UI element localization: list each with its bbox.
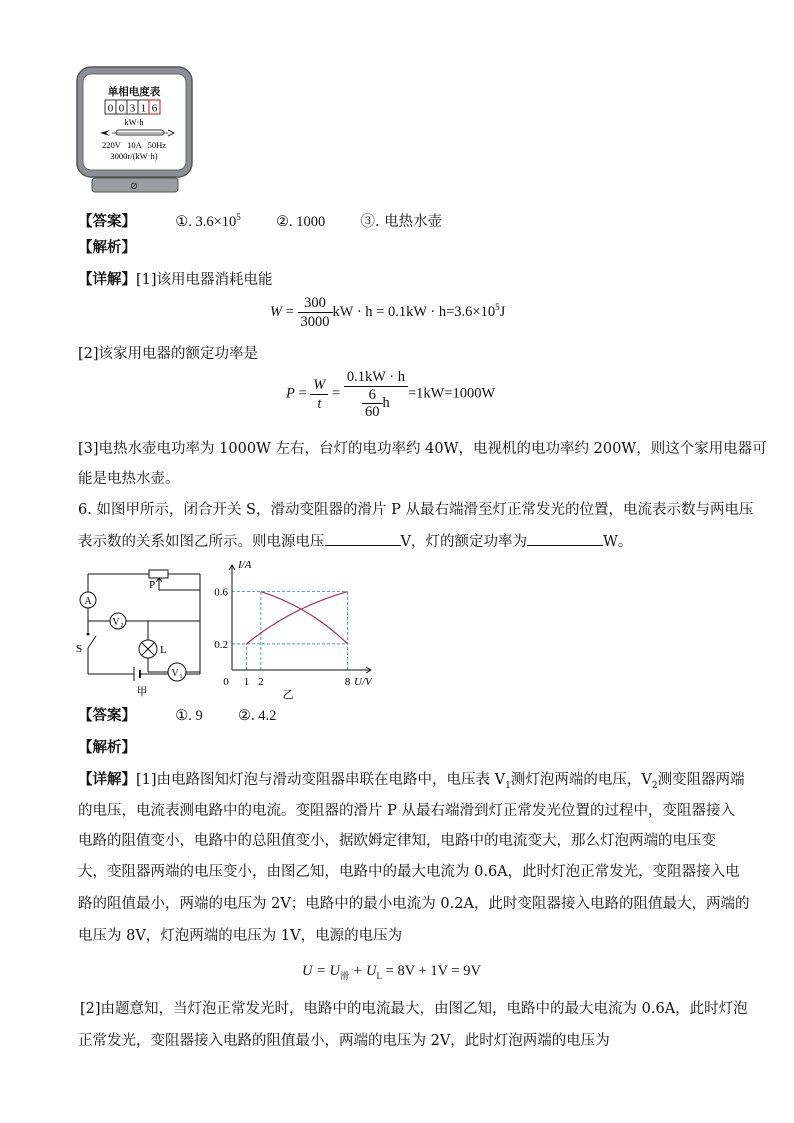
meter-specs: 220V 10A 50Hz [101,140,167,150]
meter-drawing [76,66,194,194]
eq-lhs: W [270,303,283,320]
detail-text: 测变阻器两端 [657,772,745,788]
answer-value: . 电热水壶 [374,213,443,230]
label-A: A [84,596,92,607]
circuit-drawing [74,564,210,700]
meter-digit: 6 [151,102,158,115]
answer-number: ① [175,708,189,724]
answer-value: . 9 [188,708,203,724]
eq-unit: J [499,303,506,320]
stem-text: 表示数的关系如图乙所示。则电源电压 [78,534,325,550]
answer-tag: 【答案】 [78,707,136,724]
answer-number: ① [175,213,189,230]
answer-blank [527,531,603,546]
circuit-wires [88,574,200,674]
eq-numerator: 0.1kW · h [344,368,408,387]
q6-analysis-tag: 【解析】 [78,739,136,756]
equation-power: P = $\frac{W}{t}$ = 0.1kW · h $\frac{6}{60}$ h =1kW=1000W [286,369,496,420]
q5-detail-line1 [78,270,273,290]
eq-inner-unit: h [382,394,390,411]
q6-answer-line [78,706,276,726]
q5-analysis-tag: 【解析】 [78,239,136,256]
subscript: 1 [505,780,511,791]
detail-tag: 【详解】 [78,271,136,288]
label-L: L [160,644,167,656]
answer-number: ③ [360,213,375,230]
series-line [246,592,347,644]
eq-lhs: U = U [302,963,340,979]
answer-number: ② [276,213,289,230]
eq-numerator: 300 [298,294,333,313]
q6-detail-p4: 大，变阻器两端的电压变小，由图乙知，电路中的最大电流为 0.6A，此时灯泡正常发光，变阻器接入电 [78,864,740,880]
eq-fraction [344,368,408,420]
x-axis-label: U/V [354,676,372,688]
eq-lhs: P [286,385,295,402]
label-V1-sub: 1 [179,674,183,680]
equation-voltage [302,961,481,986]
q5-detail-line3a: [3]电热水壶电功率为 1000W 左右，台灯的电功率约 40W，电视机的电功率约 200W，则这个家用电器可 [78,441,767,457]
y-tick-label: 0.6 [214,586,228,599]
eq-denominator-compound [344,387,408,420]
eq-fraction [298,294,333,331]
stem-text: V，灯的额定功率为 [400,534,527,550]
subscript: 滑 [339,970,349,981]
series-line [261,592,348,644]
label-V2-sub: 2 [120,623,124,629]
y-axis-label: I/A [238,559,252,571]
q6-detail-p7: [2]由题意知，当灯泡正常发光时，电路中的电流最大，由图乙知，电路中的最大电流为 0.6A，此时灯泡 [80,1001,748,1017]
switch-contact [87,633,90,636]
detail-tag: 【详解】 [78,771,136,788]
q5-answer-line [78,207,442,232]
chart-caption: 乙 [282,689,294,701]
electricity-meter [76,66,194,194]
chart-series [246,592,347,644]
label-S: S [76,643,83,655]
caption-circuit: 甲 [136,686,148,698]
eq-denominator: t [317,395,322,412]
rheostat-icon [149,570,168,578]
q6-stem-line1: 6. 如图甲所示，闭合开关 S，滑动变阻器的滑片 P 从最右端滑至灯正常发光的位置，电流表示数与两电压 [78,502,754,518]
equation-energy: W = $\frac{300}{3000}$ kW · $h = 0.1kW \cdot h=3.6\times 10^5J$ [270,295,506,330]
label-P: P [149,579,156,591]
meter-title: 单相电度表 [107,86,161,98]
meter-digit: 1 [140,102,147,115]
answer-value: . 4.2 [250,708,277,724]
x-tick-label: 2 [258,676,264,688]
circuit-diagram [74,564,210,700]
eq-rhs: = 8V + 1V = 9V [382,963,481,979]
answer-number: ② [237,708,251,724]
answer-tag: 【答案】 [78,212,136,230]
q6-stem-line2 [78,531,632,552]
label-V2: V [112,617,120,628]
iu-chart [210,556,390,702]
eq-inner-numerator: 6 [362,387,383,404]
eq-mid: + U [349,963,377,979]
eq-inner-denominator: 60 [365,404,380,420]
q6-detail-p6: 电压为 8V，灯泡两端的电压为 1V，电源的电压为 [78,928,403,944]
detail-text: [1]由电路图知灯泡与滑动变阻器串联在电路中，电压表 V [136,772,506,788]
label-V1: V [171,668,179,679]
detail-text: 测灯泡两端的电压，V [510,772,652,788]
answer-value: . 1000 [289,213,326,230]
eq-numerator: W [310,376,328,395]
chart-axes [229,565,371,673]
y-tick-label: 0.2 [214,638,228,651]
answer-value: . 3.6×10 [188,213,237,230]
detail-text: [1]该用电器消耗电能 [136,272,273,288]
meter-unit: kW·h [124,117,144,127]
meter-rate: 3000r/(kW·h) [110,151,158,161]
answer-blank [325,531,401,546]
x-tick-label: 8 [344,676,351,688]
q5-detail-line2: [2]该家用电器的额定功率是 [78,346,259,362]
x-tick-label: 1 [243,676,250,688]
switch-icon [88,636,96,648]
x-tick-label: 0 [223,676,229,688]
meter-base-symbol: ⊘ [129,181,139,192]
eq-fraction [310,376,328,413]
eq-denominator: 3000 [300,314,330,330]
subscript: L [376,970,383,981]
eq-rhs: =1kW=1000W [407,385,496,402]
chart-ticks [214,587,351,688]
subscript: 2 [651,780,658,791]
q6-detail-p1 [78,770,745,796]
answer-exponent: 5 [236,212,241,222]
q5-detail-line3b: 能是电热水壶。 [78,471,180,487]
stem-text: W。 [602,534,633,550]
meter-digit: 3 [129,102,136,115]
q6-detail-p8: 正常发光，变阻器接入电路的阻值最小，两端的电压为 2V，此时灯泡两端的电压为 [78,1033,610,1049]
iu-graph [210,556,390,702]
eq-rhs: kW · h = 0.1kW · h=3.6×10 [332,303,496,320]
eq-exponent: 5 [495,302,500,312]
meter-digit: 0 [118,102,125,115]
meter-digit: 0 [107,102,114,115]
q6-detail-p3: 电路的阻值变小，电路中的总阻值变小，据欧姆定律知，电路中的电流变大，那么灯泡两端的电压变 [78,833,716,849]
q6-detail-p2: 的电压，电流表测电路中的电流。变阻器的滑片 P 从最右端滑到灯正常发光位置的过程中，变阻器接入 [78,803,735,819]
battery-icon [134,667,140,681]
q6-detail-p5: 路的阻值最小，两端的电压为 2V；电路中的最小电流为 0.2A，此时变阻器接入电路的阻值最大，两端的 [78,896,750,912]
